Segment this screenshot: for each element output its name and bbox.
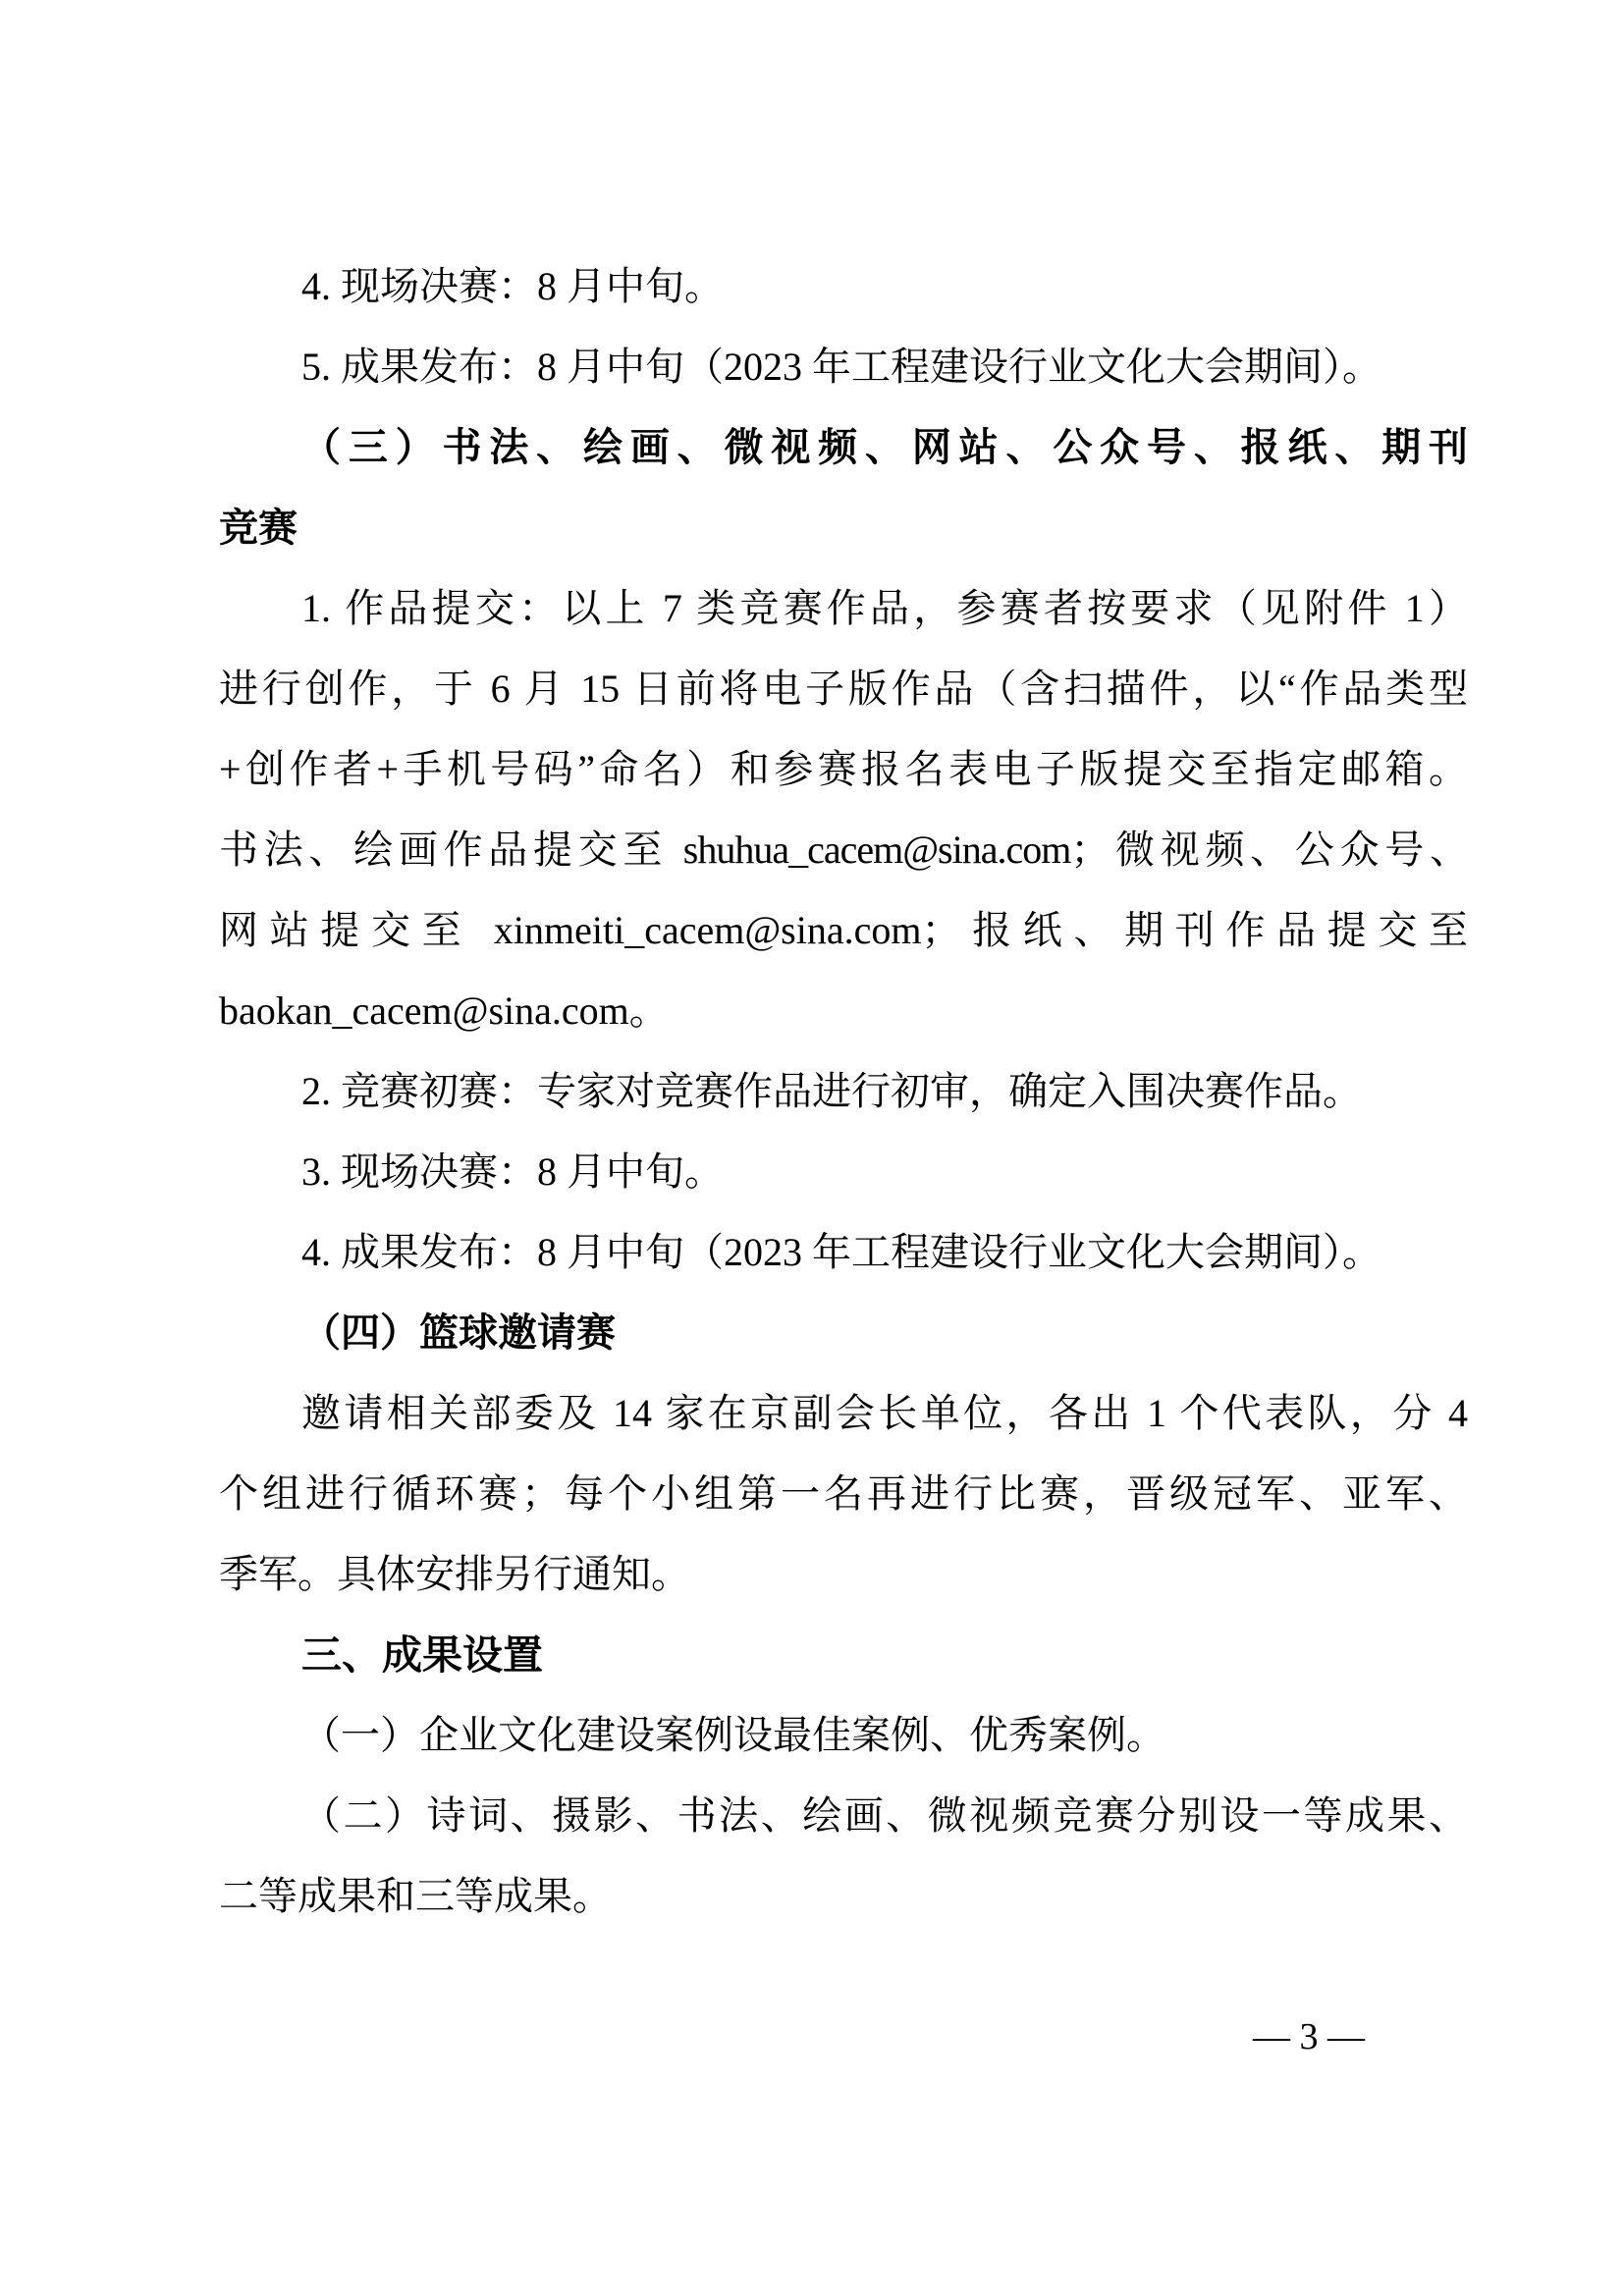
para-submission-line-3: +创作者+手机号码”命名）和参赛报名表电子版提交至指定邮箱。	[219, 747, 1468, 791]
page-number: — 3 —	[1253, 2016, 1365, 2057]
section-heading-awards: 三、成果设置	[301, 1632, 543, 1678]
section-3-heading-line-1: （三）书法、绘画、微视频、网站、公众号、报纸、期刊	[301, 425, 1468, 469]
para-basketball-line-2: 个组进行循环赛；每个小组第一名再进行比赛，晋级冠军、亚军、	[219, 1471, 1468, 1516]
document-body	[219, 246, 1468, 1937]
item-awards-1: （一）企业文化建设案例设最佳案例、优秀案例。	[301, 1713, 1165, 1757]
para-submission-line-2: 进行创作，于 6 月 15 日前将电子版作品（含扫描件，以“作品类型	[219, 667, 1468, 711]
item-results-release-photo: 5. 成果发布：8 月中旬（2023 年工程建设行业文化大会期间）。	[301, 345, 1381, 389]
section-4-heading: （四）篮球邀请赛	[301, 1310, 616, 1355]
para-basketball-line-3: 季军。具体安排另行通知。	[219, 1552, 690, 1596]
section-3-heading-line-2: 竞赛	[219, 506, 298, 550]
para-basketball-line-1: 邀请相关部委及 14 家在京副会长单位，各出 1 个代表队，分 4	[301, 1391, 1468, 1435]
para-submission-line-1: 1. 作品提交：以上 7 类竞赛作品，参赛者按要求（见附件 1）	[301, 586, 1468, 630]
item-preliminary-round: 2. 竞赛初赛：专家对竞赛作品进行初审，确定入围决赛作品。	[301, 1069, 1362, 1113]
item-awards-2-line-1: （二）诗词、摄影、书法、绘画、微视频竞赛分别设一等成果、	[301, 1793, 1468, 1838]
para-submission-line-4-email: 书法、绘画作品提交至 shuhua_cacem@sina.com；微视频、公众号、	[219, 828, 1468, 872]
para-submission-line-5-email: 网站提交至 xinmeiti_cacem@sina.com；报纸、期刊作品提交至	[219, 908, 1468, 952]
item-onsite-final-contest: 3. 现场决赛：8 月中旬。	[301, 1149, 724, 1194]
item-onsite-final-photo: 4. 现场决赛：8 月中旬。	[301, 264, 724, 308]
item-results-release-contest: 4. 成果发布：8 月中旬（2023 年工程建设行业文化大会期间）。	[301, 1230, 1381, 1274]
item-awards-2-line-2: 二等成果和三等成果。	[219, 1874, 612, 1918]
para-submission-line-6-email: baokan_cacem@sina.com。	[219, 988, 669, 1033]
